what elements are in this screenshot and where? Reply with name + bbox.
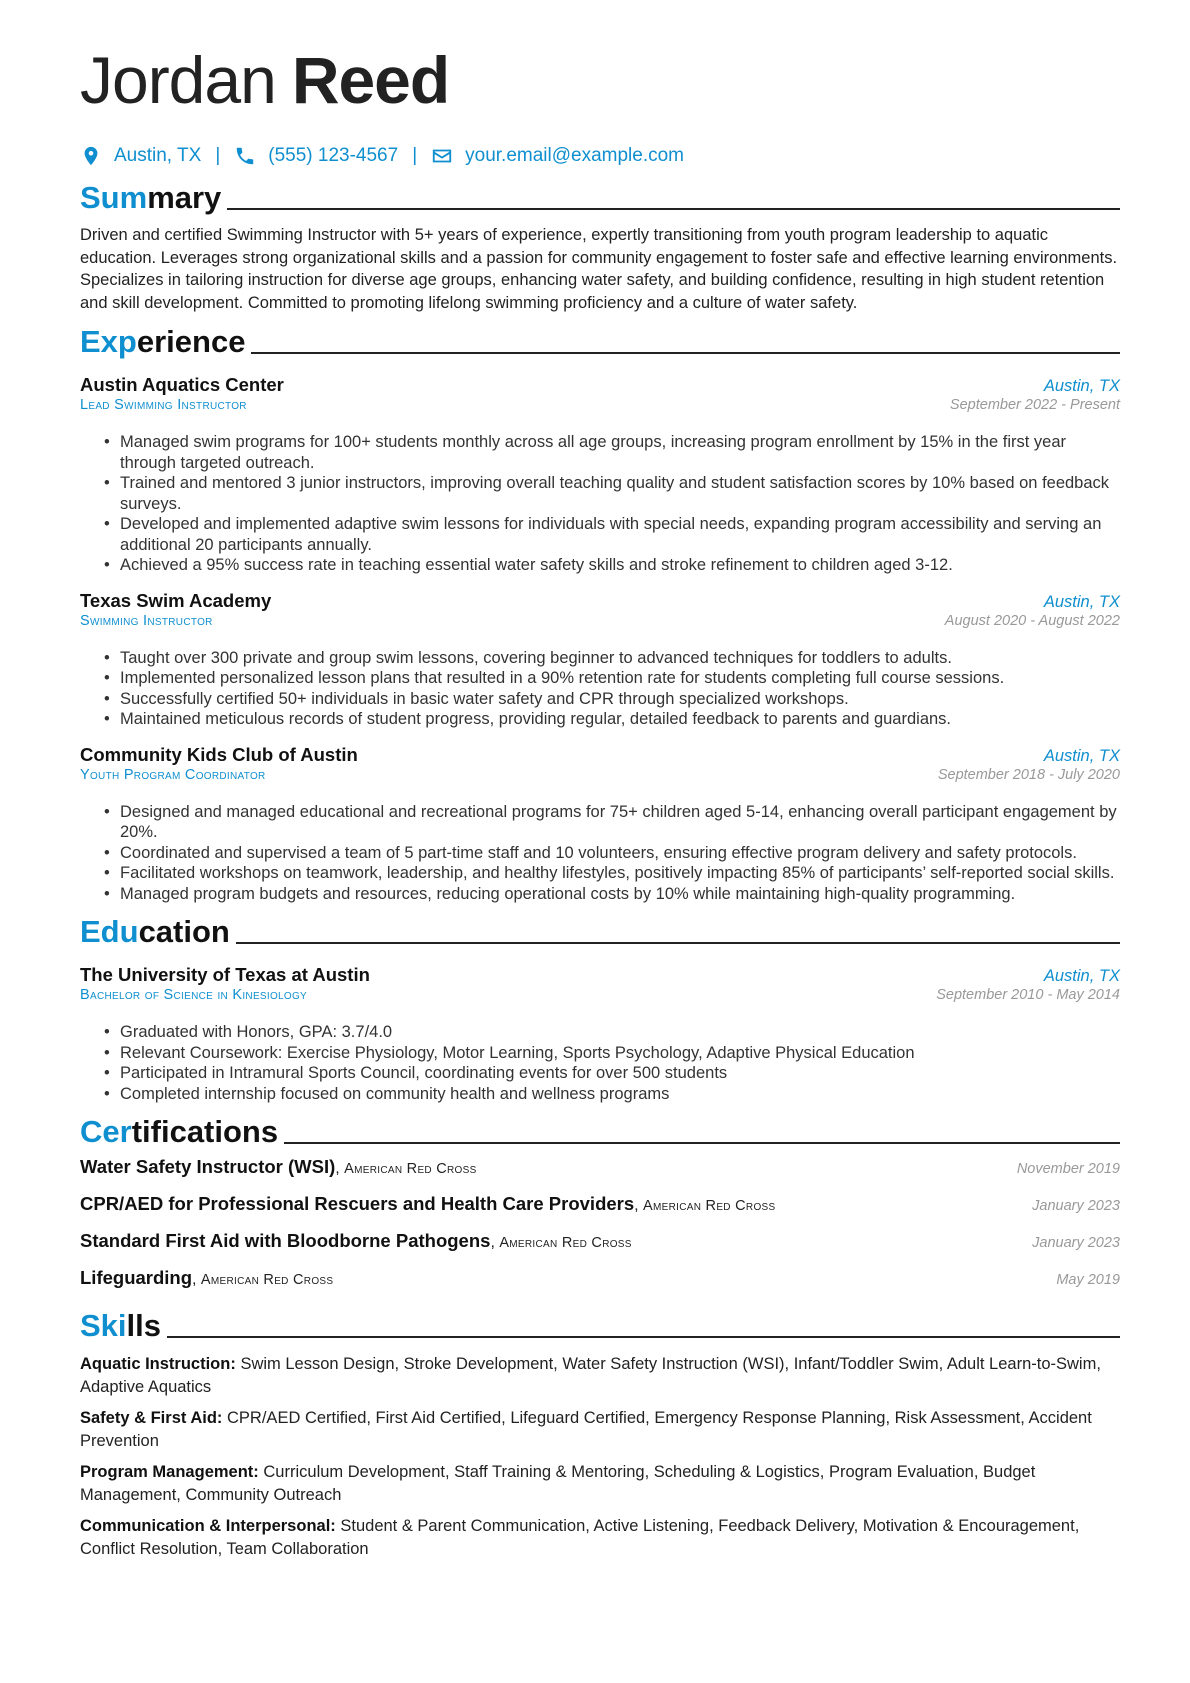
last-name: Reed	[291, 43, 450, 117]
list-item: • Managed program budgets and resources, reducing operational costs by 10% while maintaining high-quality programming.	[104, 884, 1120, 905]
skill-items: Student & Parent Communication, Active Listening, Feedback Delivery, Motivation & Encouragement, Conflict Resolution, Team Collaboration	[80, 1517, 1080, 1558]
certification-row: Water Safety Instructor (WSI), American Red Cross November 2019	[80, 1156, 1120, 1177]
section-title: Certifications	[80, 1114, 279, 1149]
phone-icon	[234, 145, 256, 167]
section-rule	[284, 1142, 1120, 1144]
skill-items: CPR/AED Certified, First Aid Certified, Lifeguard Certified, Emergency Response Planning, Risk Assessment, Accident Prevention	[80, 1409, 1092, 1450]
contact-email[interactable]: your.email@example.com	[465, 145, 684, 166]
location: Austin, TX	[1043, 377, 1120, 395]
education-section	[80, 910, 1120, 1104]
summary-section	[80, 176, 1120, 314]
role-title: Swimming Instructor	[80, 612, 213, 629]
list-item: • Graduated with Honors, GPA: 3.7/4.0	[104, 1022, 1120, 1043]
certification-date: January 2023	[1032, 1198, 1120, 1214]
skill-label: Program Management:	[80, 1463, 259, 1481]
list-item: • Maintained meticulous records of student progress, providing regular, detailed feedback to parents and guardians.	[104, 709, 1120, 730]
section-title: Experience	[80, 324, 246, 359]
certification-name: Water Safety Instructor (WSI)	[80, 1156, 336, 1177]
experience-entry	[80, 744, 1120, 905]
list-item: • Trained and mentored 3 junior instructors, improving overall teaching quality and student satisfaction scores by 10% based on feedback surveys.	[104, 473, 1120, 514]
institution: The University of Texas at Austin	[80, 964, 370, 985]
list-item: • Designed and managed educational and recreational programs for 75+ children aged 5-14, enhancing overall participant engagement by 20%.	[104, 802, 1120, 843]
list-item: • Managed swim programs for 100+ students monthly across all age groups, increasing program enrollment by 15% in the first year through targeted outreach.	[104, 432, 1120, 473]
section-heading	[80, 1304, 1120, 1344]
bullet-list	[80, 432, 1120, 576]
organization: Community Kids Club of Austin	[80, 743, 358, 765]
section-heading	[80, 176, 1120, 216]
list-item: • Taught over 300 private and group swim lessons, covering beginner to advanced techniques for toddlers to adults.	[104, 648, 1120, 669]
list-item: • Completed internship focused on community health and wellness programs	[104, 1084, 1120, 1105]
certification-issuer: American Red Cross	[200, 1272, 334, 1288]
experience-entry	[80, 590, 1120, 730]
list-item: • Facilitated workshops on teamwork, leadership, and healthy lifestyles, positively impacting 85% of participants’ self-reported social skills.	[104, 863, 1120, 884]
certification-issuer: American Red Cross	[344, 1161, 477, 1177]
section-title: Education	[80, 914, 230, 949]
skill-group	[80, 1353, 1120, 1398]
certification-issuer: American Red Cross	[499, 1235, 632, 1251]
certification-date: November 2019	[1016, 1161, 1120, 1177]
first-name: Jordan	[80, 43, 276, 117]
experience-entry	[80, 374, 1120, 576]
summary-text: Driven and certified Swimming Instructor with 5+ years of experience, expertly transitioning from youth program leadership to aquatic education. Leverages strong organizational skills and a passion for community engagement to foster safe and effective learning environments. Specializes in tailoring instruction for diverse age groups, enhancing water safety, and building confidence, resulting in high student retention and skill development. Committed to promoting lifelong swimming proficiency and a culture of water safety.	[80, 226, 1118, 312]
degree: Bachelor of Science in Kinesiology	[80, 987, 308, 1003]
envelope-icon	[431, 145, 453, 167]
certifications-section	[80, 1110, 1120, 1298]
bullet-list	[80, 1022, 1120, 1104]
experience-section	[80, 320, 1120, 904]
list-item: • Participated in Intramural Sports Council, coordinating events for over 500 students	[104, 1063, 1120, 1084]
role-title: Youth Program Coordinator	[80, 766, 266, 783]
resume-page	[80, 40, 1120, 1560]
skill-items: Curriculum Development, Staff Training & Mentoring, Scheduling & Logistics, Program Evaluation, Budget Management, Community Outreach	[80, 1463, 1036, 1504]
location: Austin, TX	[1043, 746, 1120, 765]
section-rule	[167, 1336, 1120, 1338]
section-rule	[236, 942, 1120, 944]
contact-phone[interactable]: (555) 123-4567	[268, 145, 399, 166]
section-heading	[80, 1110, 1120, 1150]
date-range: September 2010 - May 2014	[936, 987, 1120, 1003]
education-entry	[80, 964, 1120, 1104]
section-title: Summary	[80, 180, 222, 215]
section-rule	[227, 208, 1120, 210]
skills-section	[80, 1304, 1120, 1560]
bullet-list	[80, 802, 1120, 905]
skill-items: Swim Lesson Design, Stroke Development, Water Safety Instruction (WSI), Infant/Toddler Swim, Adult Learn-to-Swim, Adaptive Aquatics	[80, 1355, 1101, 1396]
certification-name: Standard First Aid with Bloodborne Pathogens	[80, 1230, 491, 1251]
certification-date: January 2023	[1032, 1235, 1120, 1251]
skill-label: Safety & First Aid:	[80, 1409, 223, 1427]
contact-bar	[80, 142, 1120, 170]
list-item: • Relevant Coursework: Exercise Physiology, Motor Learning, Sports Psychology, Adaptive Physical Education	[104, 1043, 1120, 1064]
skill-label: Aquatic Instruction:	[80, 1355, 236, 1373]
section-heading	[80, 320, 1120, 360]
contact-location: Austin, TX	[114, 145, 202, 166]
certification-row: CPR/AED for Professional Rescuers and Health Care Providers, American Red Cross January 2023	[80, 1193, 1120, 1214]
skill-group	[80, 1461, 1120, 1506]
certification-row: Standard First Aid with Bloodborne Pathogens, American Red Cross January 2023	[80, 1230, 1120, 1251]
role-title: Lead Swimming Instructor	[80, 397, 247, 413]
certification-name: CPR/AED for Professional Rescuers and Health Care Providers	[80, 1193, 635, 1214]
certification-date: May 2019	[1056, 1272, 1120, 1288]
date-range: September 2018 - July 2020	[937, 766, 1120, 783]
location: Austin, TX	[1043, 967, 1120, 985]
certification-row: Lifeguarding, American Red Cross May 2019	[80, 1267, 1120, 1288]
certification-name: Lifeguarding	[80, 1267, 193, 1288]
list-item: • Coordinated and supervised a team of 5 part-time staff and 10 volunteers, ensuring effective program delivery and safety protocols.	[104, 843, 1120, 864]
section-rule	[251, 352, 1120, 354]
section-heading	[80, 910, 1120, 950]
location: Austin, TX	[1043, 592, 1120, 611]
date-range: September 2022 - Present	[949, 397, 1120, 413]
list-item: • Developed and implemented adaptive swim lessons for individuals with special needs, expanding program accessibility and serving an additional 20 participants annually.	[104, 514, 1120, 555]
list-item: • Achieved a 95% success rate in teaching essential water safety skills and stroke refinement to children aged 3-12.	[104, 555, 1120, 576]
list-item: • Implemented personalized lesson plans that resulted in a 90% retention rate for students completing full course sessions.	[104, 668, 1120, 689]
contact-separator: |	[215, 145, 221, 166]
section-title: Skills	[80, 1308, 161, 1343]
list-item: • Successfully certified 50+ individuals in basic water safety and CPR through specialized workshops.	[104, 689, 1120, 710]
skill-group	[80, 1407, 1120, 1452]
contact-separator: |	[412, 145, 418, 166]
skill-group	[80, 1515, 1120, 1560]
skill-label: Communication & Interpersonal:	[80, 1517, 336, 1535]
certification-issuer: American Red Cross	[643, 1198, 776, 1214]
organization: Austin Aquatics Center	[80, 374, 284, 395]
date-range: August 2020 - August 2022	[944, 612, 1120, 629]
full-name	[80, 40, 1120, 120]
bullet-list	[80, 648, 1120, 730]
organization: Texas Swim Academy	[80, 589, 272, 611]
map-pin-icon	[80, 145, 102, 167]
